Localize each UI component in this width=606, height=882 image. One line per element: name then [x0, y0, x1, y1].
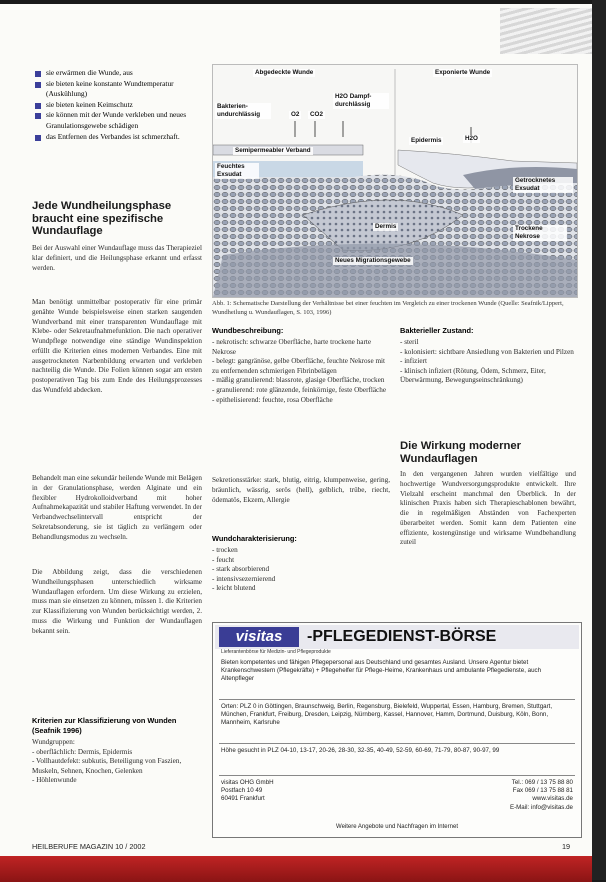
page-edge: [592, 0, 606, 880]
figure-label: Trockene Nekrose: [513, 225, 567, 241]
ad-logo: visitas: [219, 627, 299, 647]
list-item: - leicht blutend: [212, 584, 256, 593]
criteria-list: [32, 738, 202, 786]
bacterial-status-title: Bakterieller Zustand:: [400, 326, 474, 335]
list-item: - feucht: [212, 555, 235, 564]
body-paragraph: Die Abbildung zeigt, dass die verschiedenen Wundheilungsphasen unterschiedlich wirksame Wundauflagen erfordern. Um diese Wirkung zu erzielen, muss man sie einsetzen zu können, müssen 1. die Kriterien zur Klassifizierung von Wunden berücksichtigt werden, 2. muss die Wirkung und Funktion der Wundauflagen bekannt sein.: [32, 568, 202, 635]
criteria-item: - oberflächlich: Dermis, Epidermis: [32, 747, 133, 756]
list-item: - klinisch infiziert (Rötung, Ödem, Schmerz, Eiter, Überwärmung, Bewegungseinschränkung): [400, 366, 546, 385]
wound-characterization-list: [212, 546, 390, 594]
criteria-item: - Höhlenwunde: [32, 776, 77, 785]
figure-label: Exponierte Wunde: [435, 69, 491, 76]
figure-label: Getrocknetes Exsudat: [513, 177, 573, 193]
figure-label: H2O Dampf-durchlässig: [333, 93, 389, 109]
ad-contact-right: Tel.: 069 / 13 75 88 80 Fax 069 / 13 75 88 81 www.visitas.de E-Mail: info@visitas.de: [509, 779, 573, 811]
ad-paragraph: Orten: PLZ 0 in Göttingen, Braunschweig, Berlin, Regensburg, Bielefeld, Wuppertal, Essen, Hamburg, Bremen, Stuttgart, München, Frankfurt, Freiburg, Dresden, Leipzig, Nürnberg, Kassel, Hannover, Hamm, Dortmund, Duisburg, Köln, Bonn, Mannheim, Karlsruhe: [221, 703, 553, 727]
ad-contact-left: visitas OHG GmbH Postfach 10 49 60491 Frankfurt: [221, 779, 274, 803]
figure-label: CO2: [310, 111, 323, 118]
figure-label: Bakterien-undurchlässig: [215, 103, 271, 119]
wound-description-list: [212, 338, 390, 405]
section-heading-phases: Jede Wundheilungsphase braucht eine spezifische Wundauflage: [32, 200, 172, 237]
list-item: - mäßig granulierend: blassrote, glasige Oberfläche, trocken: [212, 376, 385, 385]
bullet-item: sie können mit der Wunde verkleben und neues Granulationsgewebe schädigen: [32, 110, 204, 131]
ad-header: [215, 625, 579, 649]
figure-label: Feuchtes Exsudat: [215, 163, 259, 179]
figure-label: Semipermeabler Verband: [235, 147, 311, 154]
ad-divider: [219, 775, 575, 776]
ad-divider: [219, 743, 575, 744]
effect-paragraph: In den vergangenen Jahren wurden vielfältige und hochwertige Wundversorgungsprodukte entwickelt. Ihre Vielzahl erscheint manchmal den Überblick. In der klinischen Praxis haben sich Therapieschablonen bewährt, die in regelmäßigen Abständen von Fachexperten überarbeitet werden. Somit kann dem Patienten eine effiziente, kostengünstige und wirksame Wundbehandlung zuteil: [400, 470, 576, 547]
figure-label: Epidermis: [411, 137, 442, 144]
bullet-item: sie bieten keine konstante Wundtemperatur (Auskühlung): [32, 79, 204, 100]
bullet-item: sie erwärmen die Wunde, aus: [32, 68, 204, 79]
ad-footer-note: Weitere Angebote und Nachfragen im Internet: [336, 824, 458, 830]
ad-divider: [219, 699, 575, 700]
ad-paragraph: Höhe gesucht in PLZ 04-10, 13-17, 20-26, 28-30, 32-35, 40-49, 52-59, 60-69, 71-79, 80-87, 90-97, 99: [221, 747, 500, 754]
ad-title: -PFLEGEDIENST-BÖRSE: [307, 628, 497, 645]
wound-diagram: [212, 64, 578, 298]
bottom-color-bar: [0, 856, 592, 882]
criteria-subtitle: Wundgruppen:: [32, 738, 75, 746]
figure-label: Abgedeckte Wunde: [255, 69, 314, 76]
body-paragraph: Behandelt man eine sekundär heilende Wunde mit Belägen in der Granulationsphase, werden Alginate und ein flexibler Hydrokolloidverband mit hoher Aufnahmekapazität und stabiler Haftung verwendet. In der Verbandwechselintervall entspricht der Sekretabsonderung, sie ist täglich zu verlängern oder Behandlungsmodus zu wechseln.: [32, 474, 202, 541]
ad-paragraph: Bieten kompetentes und fähigen Pflegepersonal aus Deutschland und gesamtes Ausland. Unsere Agentur bietet Krankenschwestern (Pflegekräfte) + Pflegehelfer für Pflege-Heime, Krankenhaus und ambulante Pflegedienste, auch Altenpfleger: [221, 659, 542, 683]
header-stripes: [500, 8, 592, 54]
wound-description-title: Wundbeschreibung:: [212, 326, 284, 335]
criteria-item: - Vollhautdefekt: subkutis, Beteiligung von Faszien, Muskeln, Sehnen, Knochen, Gelenken: [32, 757, 182, 775]
list-item: - infiziert: [400, 357, 427, 366]
figure-caption: Abb. 1: Schematische Darstellung der Verhältnisse bei einer feuchten im Vergleich zu einer trockenen Wunde (Quelle: Seafnik/Lippert, Wundheilung u. Wundauflagen, S. 103, 1996): [212, 300, 564, 316]
advertisement-box: [212, 622, 582, 838]
figure-label: Dermis: [375, 223, 397, 230]
list-item: - kolonisiert: sichtbare Ansiedlung von Bakterien und Pilzen: [400, 347, 574, 356]
intro-paragraph: Bei der Auswahl einer Wundauflage muss das Therapieziel klar definiert, und die Heilungsphase erkannt und erfasst werden.: [32, 244, 202, 272]
list-item: - stark absorbierend: [212, 565, 270, 574]
list-item: - granulierend: rote glänzende, feinkörnige, feste Oberfläche: [212, 385, 387, 394]
bacterial-status-list: [400, 338, 578, 386]
body-paragraph: Man benötigt unmittelbar postoperativ für eine primär genähte Wunde beispielsweise einen starken saugenden Wundverband mit einer transparenten Wundauflage mit Klebe- oder Sekretaufnahmefunktion. Die nach operativer Wundpflege notwendige eine ständige Wundinspektion erfüllt die Kriterien eines modernen Verbandes. Eine mit ausgetrockneten Narbenbildung erwarten und verkleben nachteilig die Wunde. Die Folien können sogar am ersten postoperativen Tag bis zum Ende des Heilungsprozesses das Wundfeld abdecken.: [32, 298, 202, 394]
bullet-list: [32, 68, 204, 142]
wound-characterization-title: Wundcharakterisierung:: [212, 534, 297, 543]
list-item: - belegt: gangränöse, gelbe Oberfläche, feuchte Nekrose mit zu entfernenden schmierigen Fibrinbelägen: [212, 357, 386, 375]
list-item: - intensivsezernierend: [212, 574, 276, 583]
section-heading-effect: Die Wirkung moderner Wundauflagen: [400, 440, 522, 465]
page-number: 19: [562, 842, 571, 851]
list-item: - steril: [400, 338, 419, 346]
figure-label: O2: [291, 111, 300, 118]
secretion-paragraph: Sekretionsstärke: stark, blutig, eitrig, klumpenweise, gering, bräunlich, wässrig, serös (hell), gelblich, trübe, riecht, ödematös, Ekzem, Allergie: [212, 476, 390, 504]
list-item: - trocken: [212, 546, 238, 554]
ad-subtitle: Lieferantenbörse für Medizin- und Pflegeprodukte: [221, 649, 331, 655]
list-item: - nekrotisch: schwarze Oberfläche, harte trockene harte Nekrose: [212, 338, 372, 356]
journal-footer: HEILBERUFE MAGAZIN 10 / 2002: [32, 842, 146, 851]
criteria-title: Kriterien zur Klassifizierung von Wunden (Seafnik 1996): [32, 716, 177, 735]
figure-label: Neues Migrationsgewebe: [335, 257, 411, 264]
bullet-item: das Entfernen des Verbandes ist schmerzhaft.: [32, 132, 204, 143]
figure-label: H2O: [465, 135, 478, 142]
magazine-page: [0, 4, 592, 876]
bullet-item: sie bieten keinen Keimschutz: [32, 100, 204, 111]
list-item: - epithelisierend: feuchte, rosa Oberfläche: [212, 395, 333, 404]
